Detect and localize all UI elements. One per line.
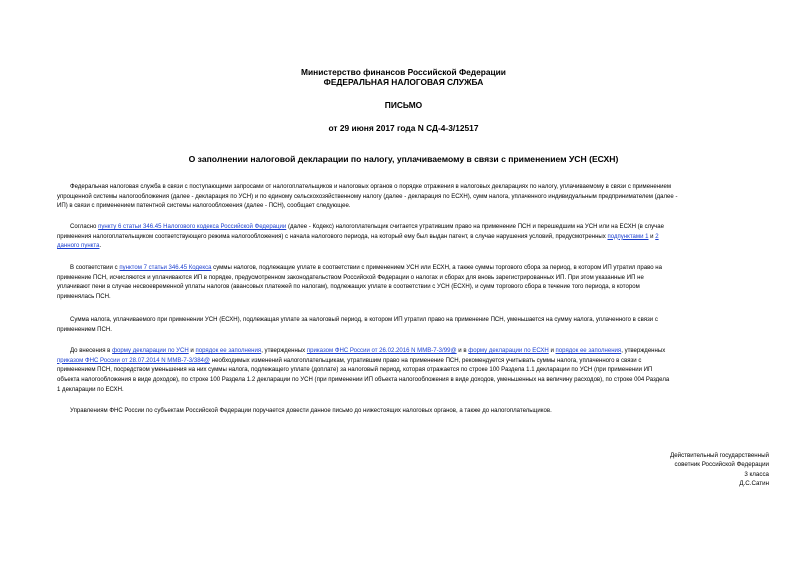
signatory-name: Д.С.Сатин	[739, 479, 769, 487]
text-fragment: и в	[456, 348, 469, 354]
paragraph-line: упрощенной системы налогообложения (далее - декларация по УСН) и по единому сельскохозяйственному налогу (далее - декларация по ЕСХН), сумм налога, уплаченного индивидуальным предпринимателем (далее -	[57, 193, 678, 200]
link-this-point[interactable]: данного пункта	[57, 243, 100, 250]
paragraph-line	[57, 357, 769, 367]
text-fragment: суммы налогов, подлежащие уплате в соответствии с применением УСН или ЕСХН, а также суммы торгового сбора за период, в котором ИП утратил право на	[211, 265, 662, 271]
text-fragment: и	[648, 233, 656, 240]
link-usn-declaration-form[interactable]: форму декларации по УСН	[112, 348, 189, 354]
link-order-mmv-7-3-99[interactable]: приказом ФНС России от 26.02.2016 N ММВ-7-3/99@	[306, 348, 457, 354]
paragraph-line: Федеральная налоговая служба в связи с поступающими запросами от налогоплательщиков и налоговых органов о порядке отражения в налоговых декларациях по налогу, уплачиваемому в связи с применением	[70, 184, 672, 190]
paragraph-3	[57, 264, 769, 303]
paragraph-line: Управлениям ФНС России по субъектам Российской Федерации поручается довести данное письмо до нижестоящих налоговых органов, а также до налогоплательщиков.	[70, 408, 552, 414]
signature-block	[670, 451, 769, 488]
paragraph-line: 1 декларации по ЕСХН.	[57, 386, 124, 393]
paragraph-4	[57, 316, 769, 335]
doc-type-heading: ПИСЬМО	[384, 100, 423, 110]
link-usn-fill-procedure[interactable]: порядок ее заполнения	[195, 348, 262, 354]
paragraph-1	[57, 183, 769, 212]
paragraph-line: Сумма налога, уплачиваемого при применении УСН (ЕСХН), подлежащая уплате за налоговый период, в котором ИП утратил право на применение ПСН, уменьшается на сумму налога, уплаченного в связи с	[70, 317, 658, 323]
paragraph-line	[57, 223, 769, 233]
paragraph-6	[57, 407, 769, 417]
paragraph-2	[57, 223, 769, 252]
link-eskhn-fill-procedure[interactable]: порядок ее заполнения	[555, 348, 622, 354]
text-fragment: и	[548, 348, 556, 354]
service-heading: ФЕДЕРАЛЬНАЯ НАЛОГОВАЯ СЛУЖБА	[323, 77, 484, 87]
paragraph-line: применялась ПСН.	[57, 294, 111, 301]
paragraph-line: ИП) в связи с применением патентной системы налогообложения (далее - ПСН), сообщает следующее.	[57, 203, 351, 210]
paragraph-line: применение ПСН, исчисляются и уплачиваются ИП в порядке, предусмотренном законодательством Российской Федерации о налогах и сборах для вновь зарегистрированных ИП. При этом указанные ИП не	[57, 274, 644, 281]
link-tax-code-art-346-45-p6[interactable]: пункту 6 статьи 346.45 Налогового кодекса Российской Федерации	[98, 224, 287, 230]
paragraph-line	[57, 242, 769, 252]
paragraph-line: объекта налогообложения в виде доходов), по строке 100 Раздела 1.2 декларации по УСН (при применении ИП объекта налогообложения в виде доходов, уменьшенных на величину расходов), по строке 004 Раздела	[57, 377, 670, 384]
link-order-mmv-7-3-384[interactable]: приказом ФНС России от 28.07.2014 N ММВ-7-3/384@	[57, 357, 211, 364]
text-fragment: Согласно	[70, 224, 99, 230]
paragraph-5	[57, 347, 769, 395]
text-fragment: В соответствии с	[70, 265, 120, 271]
link-subpoint-1[interactable]: подпунктами 1	[607, 233, 649, 240]
date-number-heading: от 29 июня 2017 года N СД-4-3/12517	[328, 123, 479, 133]
paragraph-line: уплачивают пени в случае несвоевременной уплаты налогов (авансовых платежей по налогам), подлежащих уплате в соответствии с УСН (ЕСХН), и сумм торгового сбора в течение того периода, в котором	[57, 284, 640, 291]
paragraph-line: применением ПСН.	[57, 326, 112, 333]
signature-line: Действительный государственный	[670, 452, 769, 459]
link-eskhn-declaration-form[interactable]: форму декларации по ЕСХН	[468, 348, 549, 354]
text-fragment: (далее - Кодекс) налогоплательщик считается утратившим право на применение ПСН и перешедшим на УСН или на ЕСХН (в случае	[286, 224, 665, 230]
paragraph-line	[57, 233, 769, 243]
text-fragment: , утвержденных	[621, 348, 666, 354]
text-fragment: , утвержденных	[261, 348, 307, 354]
signature-line: советник Российской Федерации	[674, 461, 769, 469]
text-fragment: и	[188, 348, 196, 354]
subject-heading: О заполнении налоговой декларации по налогу, уплачиваемому в связи с применением УСН (ЕСХН)	[188, 154, 619, 164]
text-fragment: До внесения в	[70, 348, 113, 354]
link-subpoint-2[interactable]: 2	[655, 233, 659, 240]
text-fragment: необходимых изменений налогоплательщикам, утратившим право на применение ПСН, рекомендуется учитывать суммы налога, уплаченного в связи с	[210, 357, 642, 364]
ministry-heading: Министерство финансов Российской Федерации	[301, 67, 506, 77]
text-fragment: .	[99, 243, 102, 250]
paragraph-line: применением ПСН, посредством уменьшения на них суммы налога, подлежащего уплате (доплате) за налоговый период, которая отражается по строке 100 Раздела 1.1 декларации по УСН (при применении ИП	[57, 367, 653, 374]
text-fragment: применения налогоплательщиком соответствующего режима налогообложения) с начала налогового периода, на который ему был выдан патент, в случае нарушения условий, предусмотренных	[57, 233, 608, 240]
link-art-346-45-p7[interactable]: пунктом 7 статьи 346.45 Кодекса	[119, 265, 212, 271]
signature-line: 3 класса	[744, 470, 769, 478]
paragraph-line	[57, 347, 769, 357]
paragraph-line	[57, 264, 769, 274]
